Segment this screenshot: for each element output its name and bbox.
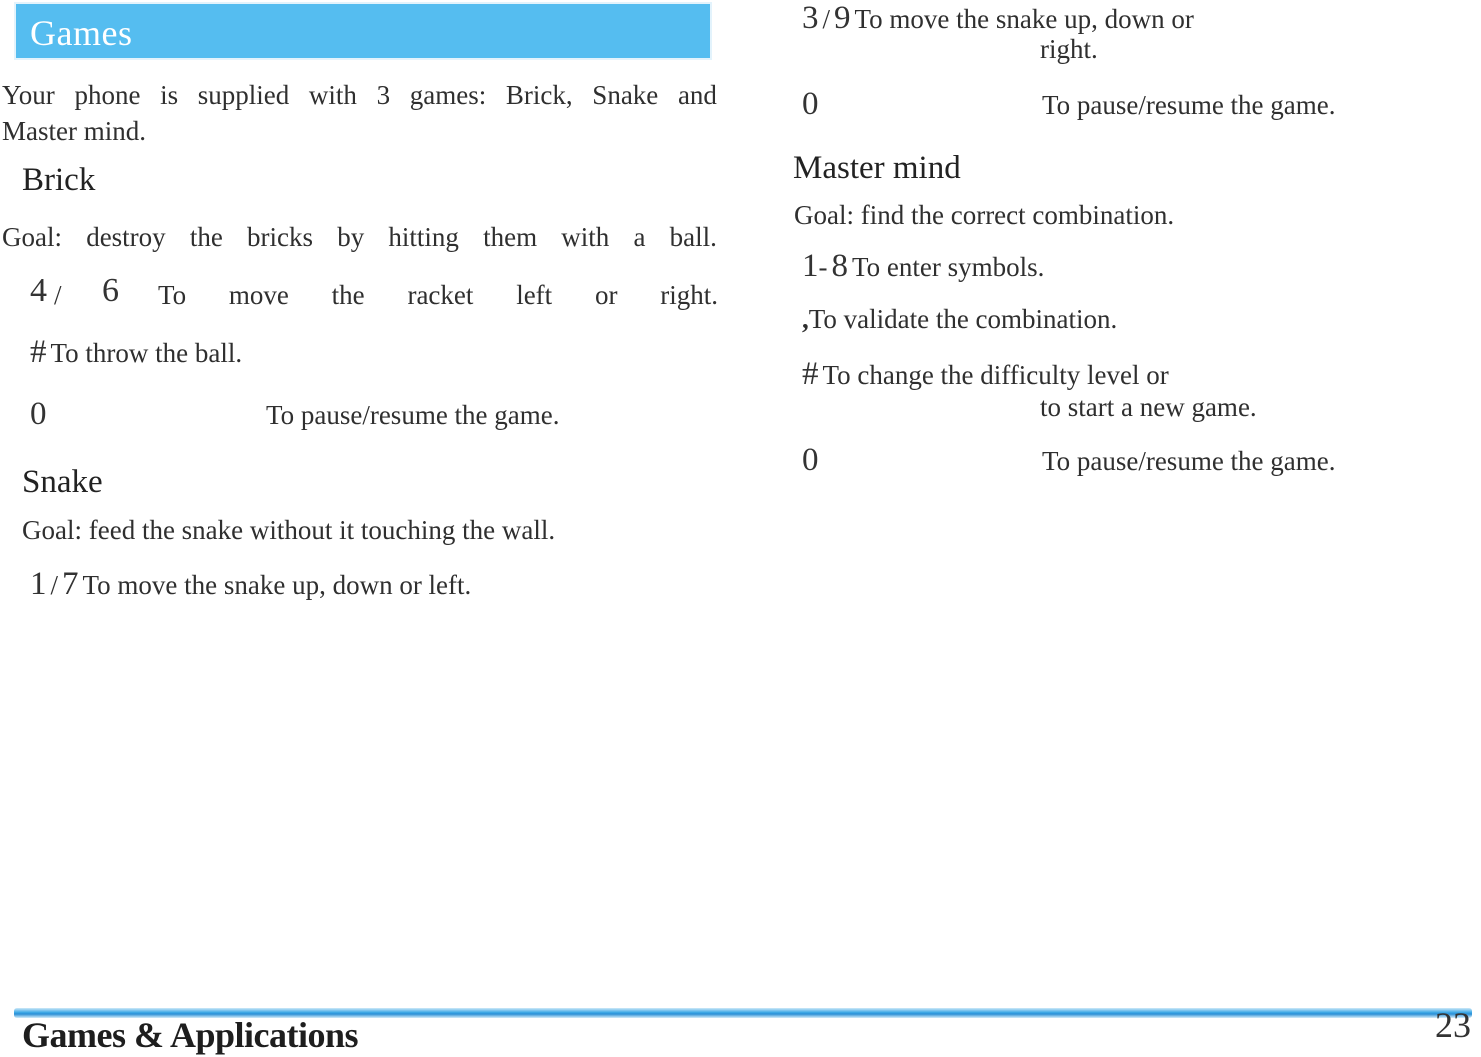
- word: the: [331, 280, 365, 310]
- word: with: [561, 222, 610, 252]
- word: Goal:: [2, 222, 62, 252]
- key-6: 6: [102, 272, 119, 309]
- word: and: [677, 80, 717, 110]
- key-8: 8: [831, 248, 848, 284]
- snake-goal: Goal: feed the snake without it touching the wall.: [22, 515, 556, 545]
- mastermind-heading: Master mind: [793, 150, 961, 186]
- key-hash: #: [802, 356, 819, 392]
- brick-throw-row: [30, 334, 242, 371]
- snake-right-text: To move the snake up, down or: [854, 4, 1194, 34]
- page-number: 23: [1435, 1005, 1471, 1045]
- brick-goal: [2, 222, 717, 253]
- key-hash: #: [30, 334, 47, 370]
- footer-section-title: Games & Applications: [22, 1015, 359, 1055]
- mastermind-enter-text: To enter symbols.: [852, 252, 1045, 282]
- word: Brick,: [505, 80, 573, 110]
- key-separator: /: [822, 4, 831, 34]
- word: 3: [376, 80, 391, 110]
- snake-heading: Snake: [22, 464, 103, 500]
- word: hitting: [388, 222, 459, 252]
- key-separator: /: [50, 570, 59, 600]
- mastermind-pause-text: To pause/resume the game.: [1042, 446, 1336, 476]
- mastermind-level-text: To change the difficulty level or: [822, 360, 1169, 390]
- word: supplied: [197, 80, 290, 110]
- word: is: [160, 80, 179, 110]
- key-7: 7: [62, 566, 79, 602]
- word: move: [228, 280, 289, 310]
- brick-move-row: [30, 272, 718, 316]
- snake-right-text-cont: right.: [1040, 34, 1098, 64]
- mastermind-goal: Goal: find the correct combination.: [794, 200, 1175, 230]
- key-comma: ,: [802, 304, 809, 334]
- word: them: [483, 222, 538, 252]
- snake-right-row: [802, 0, 1194, 37]
- key-3: 3: [802, 0, 819, 36]
- brick-throw-text: To throw the ball.: [50, 338, 243, 368]
- mastermind-enter-row: [802, 248, 1044, 285]
- section-banner: [16, 4, 710, 58]
- key-1: 1: [30, 566, 47, 602]
- mastermind-level-row: [802, 356, 1169, 393]
- word: phone: [74, 80, 141, 110]
- word: Snake: [592, 80, 659, 110]
- section-title: Games: [30, 13, 133, 53]
- word: games:: [409, 80, 487, 110]
- word: To: [158, 280, 187, 310]
- word: a: [633, 222, 646, 252]
- intro-line-2: Master mind.: [2, 116, 146, 146]
- key-4: 4: [30, 272, 47, 309]
- key-9: 9: [834, 0, 851, 36]
- word: racket: [407, 280, 474, 310]
- snake-left-text: To move the snake up, down or left.: [82, 570, 472, 600]
- word: bricks: [247, 222, 314, 252]
- snake-pause-text: To pause/resume the game.: [1042, 90, 1336, 120]
- key-0: 0: [802, 442, 819, 478]
- word: destroy: [86, 222, 166, 252]
- word: by: [337, 222, 365, 252]
- word: or: [594, 280, 618, 310]
- key-1: 1: [802, 248, 819, 284]
- brick-heading: Brick: [22, 162, 96, 198]
- word: Your: [2, 80, 55, 110]
- brick-move-text: [158, 280, 718, 311]
- key-0: 0: [802, 86, 819, 122]
- brick-pause-text: To pause/resume the game.: [266, 400, 560, 430]
- mastermind-validate-row: [802, 304, 1117, 335]
- key-separator: /: [54, 280, 62, 310]
- mastermind-level-text-cont: to start a new game.: [1040, 392, 1257, 422]
- word: ball.: [669, 222, 717, 252]
- intro-line-1: [2, 80, 717, 111]
- mastermind-validate-text: To validate the combination.: [808, 304, 1118, 334]
- snake-left-row: [30, 566, 471, 603]
- word: right.: [660, 280, 718, 310]
- word: with: [308, 80, 357, 110]
- word: the: [189, 222, 223, 252]
- word: left: [516, 280, 553, 310]
- key-0: 0: [30, 396, 47, 432]
- key-range-dash: -: [818, 252, 828, 282]
